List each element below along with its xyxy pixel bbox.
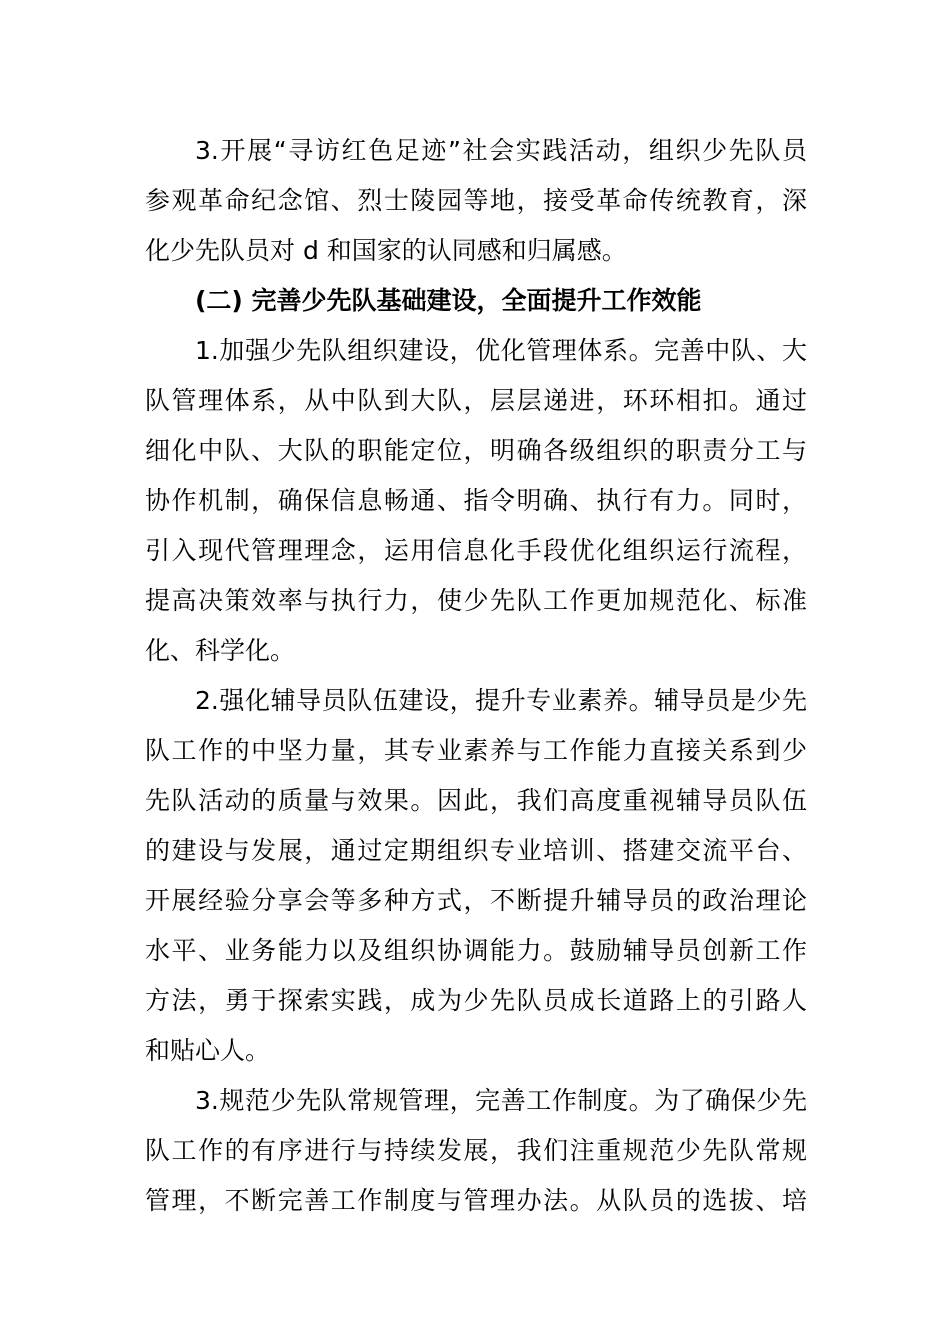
paragraph-b2-line-5: 开展经验分享会等多种方式，不断提升辅导员的政治理论 xyxy=(145,886,807,915)
paragraph-b3-line-2: 队工作的有序进行与持续发展，我们注重规范少先队常规 xyxy=(145,1136,807,1165)
paragraph-b2-line-3: 先队活动的质量与效果。因此，我们高度重视辅导员队伍 xyxy=(145,786,807,815)
paragraph-b1-line-7: 化、科学化。 xyxy=(145,636,296,665)
paragraph-b1-line-2: 队管理体系，从中队到大队，层层递进，环环相扣。通过 xyxy=(145,386,807,415)
paragraph-b1-line-4: 协作机制，确保信息畅通、指令明确、执行有力。同时， xyxy=(145,486,807,515)
paragraph-b2-line-2: 队工作的中坚力量，其专业素养与工作能力直接关系到少 xyxy=(145,736,807,765)
paragraph-b3-line-1: 3.规范少先队常规管理，完善工作制度。为了确保少先 xyxy=(195,1086,807,1115)
paragraph-b1-line-1: 1.加强少先队组织建设，优化管理体系。完善中队、大 xyxy=(195,336,807,365)
paragraph-b2-line-1: 2.强化辅导员队伍建设，提升专业素养。辅导员是少先 xyxy=(195,686,807,715)
paragraph-3-line-2: 参观革命纪念馆、烈士陵园等地，接受革命传统教育，深 xyxy=(145,186,807,215)
paragraph-b2-line-6: 水平、业务能力以及组织协调能力。鼓励辅导员创新工作 xyxy=(145,936,807,965)
paragraph-b1-line-3: 细化中队、大队的职能定位，明确各级组织的职责分工与 xyxy=(145,436,807,465)
paragraph-b3-line-3: 管理，不断完善工作制度与管理办法。从队员的选拔、培 xyxy=(145,1186,807,1215)
paragraph-3-line-3: 化少先队员对 d 和国家的认同感和归属感。 xyxy=(145,236,627,265)
paragraph-b2-line-8: 和贴心人。 xyxy=(145,1036,271,1065)
paragraph-b2-line-7: 方法，勇于探索实践，成为少先队员成长道路上的引路人 xyxy=(145,986,807,1015)
paragraph-b1-line-6: 提高决策效率与执行力，使少先队工作更加规范化、标准 xyxy=(145,586,807,615)
section-heading: (二) 完善少先队基础建设，全面提升工作效能 xyxy=(195,286,702,315)
paragraph-3-line-1: 3.开展“寻访红色足迹”社会实践活动，组织少先队员 xyxy=(195,136,807,165)
paragraph-b2-line-4: 的建设与发展，通过定期组织专业培训、搭建交流平台、 xyxy=(145,836,807,865)
paragraph-b1-line-5: 引入现代管理理念，运用信息化手段优化组织运行流程， xyxy=(145,536,807,565)
